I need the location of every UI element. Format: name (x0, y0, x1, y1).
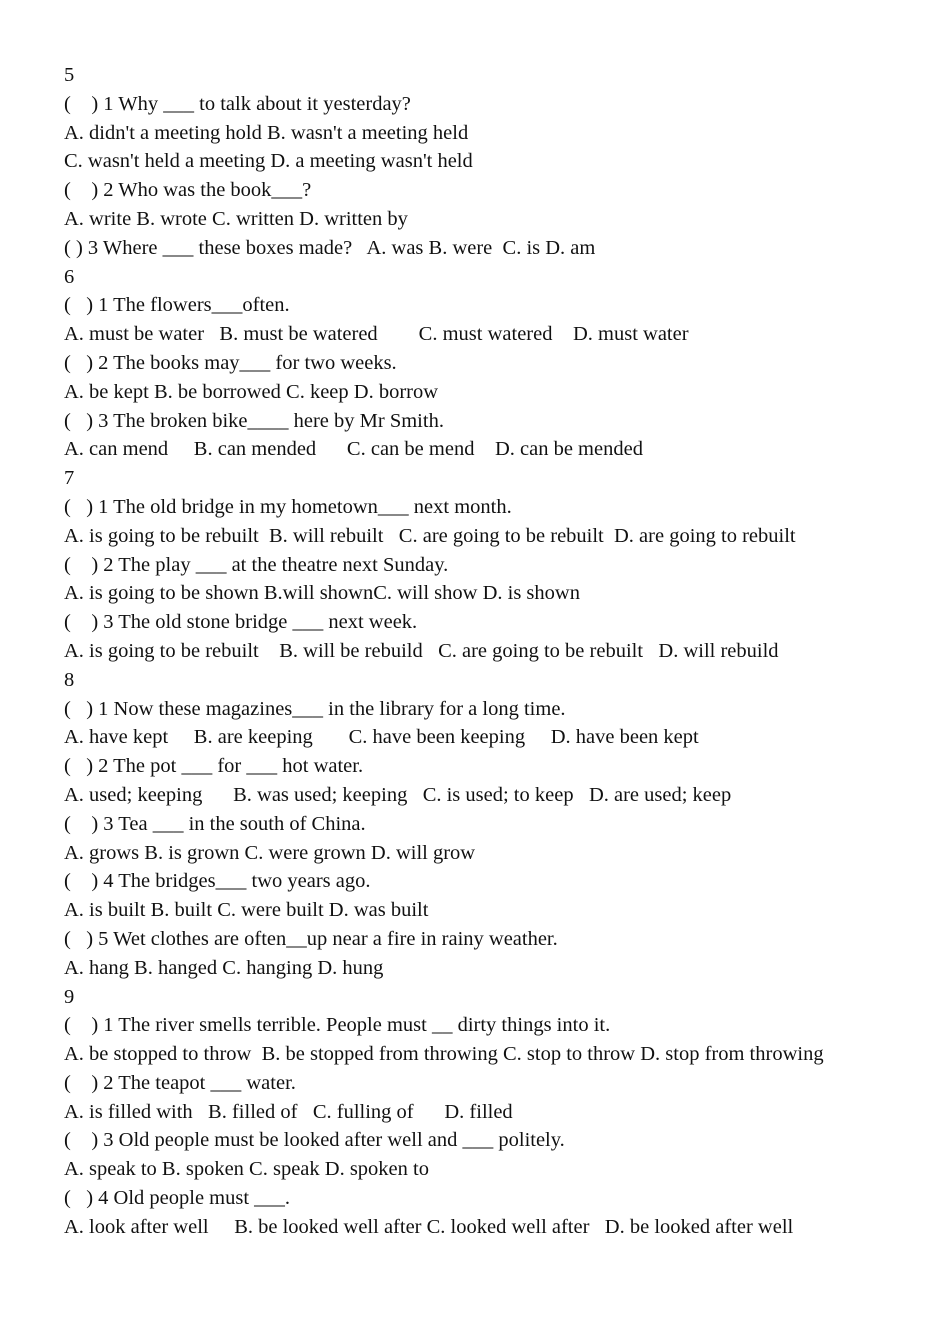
options-line: A. look after well B. be looked well after C. looked well after D. be looked after well (64, 1215, 794, 1238)
question-line: ( ) 2 The books may___ for two weeks. (64, 351, 397, 374)
question-line: ( ) 1 Why ___ to talk about it yesterday? (64, 92, 411, 115)
question-line: ( ) 2 The play ___ at the theatre next Sunday. (64, 553, 449, 576)
question-line: ( ) 1 Now these magazines___ in the library for a long time. (64, 697, 566, 720)
question-line: ( ) 3 Where ___ these boxes made? A. was B. were C. is D. am (64, 236, 596, 259)
options-line: A. write B. wrote C. written D. written by (64, 207, 408, 230)
question-line: ( ) 3 Tea ___ in the south of China. (64, 812, 366, 835)
question-line: ( ) 3 The old stone bridge ___ next week. (64, 611, 418, 634)
section-number: 8 (64, 668, 75, 691)
document-page (64, 61, 944, 1242)
options-line: A. hang B. hanged C. hanging D. hung (64, 956, 384, 979)
options-line: A. is going to be rebuilt B. will be rebuild C. are going to be rebuilt D. will rebuild (64, 639, 779, 662)
section-number: 9 (64, 985, 75, 1008)
question-line: ( ) 3 Old people must be looked after well and ___ politely. (64, 1129, 565, 1152)
options-line: A. be kept B. be borrowed C. keep D. borrow (64, 380, 439, 403)
options-line: A. didn't a meeting hold B. wasn't a meeting held (64, 121, 469, 144)
options-line: A. be stopped to throw B. be stopped from throwing C. stop to throw D. stop from throwing (64, 1043, 824, 1066)
options-line: A. have kept B. are keeping C. have been keeping D. have been kept (64, 726, 699, 749)
question-line: ( ) 2 Who was the book___? (64, 179, 312, 202)
section-number: 5 (64, 64, 75, 86)
options-line: A. can mend B. can mended C. can be mend D. can be mended (64, 438, 643, 461)
options-line: A. is going to be rebuilt B. will rebuilt C. are going to be rebuilt D. are going to rebuilt (64, 524, 796, 547)
question-line: ( ) 1 The flowers___often. (64, 294, 290, 317)
question-line: ( ) 3 The broken bike____ here by Mr Smith. (64, 409, 444, 432)
options-line: A. is going to be shown B.will shownC. will show D. is shown (64, 582, 580, 605)
options-line: A. is built B. built C. were built D. was built (64, 899, 429, 922)
options-line: A. is filled with B. filled of C. fulling of D. filled (64, 1100, 513, 1123)
options-line: A. speak to B. spoken C. speak D. spoken to (64, 1158, 429, 1181)
options-line: A. must be water B. must be watered C. must watered D. must water (64, 323, 689, 346)
question-line: ( ) 2 The pot ___ for ___ hot water. (64, 755, 364, 778)
question-line: ( ) 4 The bridges___ two years ago. (64, 870, 371, 893)
question-line: ( ) 5 Wet clothes are often__up near a fire in rainy weather. (64, 927, 558, 950)
options-line: A. grows B. is grown C. were grown D. will grow (64, 841, 476, 864)
section-number: 7 (64, 467, 75, 490)
section-number: 6 (64, 265, 75, 288)
options-line: A. used; keeping B. was used; keeping C. is used; to keep D. are used; keep (64, 783, 732, 806)
options-line: C. wasn't held a meeting D. a meeting wasn't held (64, 150, 473, 173)
question-line: ( ) 1 The old bridge in my hometown___ next month. (64, 495, 512, 518)
question-line: ( ) 4 Old people must ___. (64, 1187, 291, 1210)
question-line: ( ) 2 The teapot ___ water. (64, 1071, 296, 1094)
question-line: ( ) 1 The river smells terrible. People must __ dirty things into it. (64, 1014, 611, 1037)
